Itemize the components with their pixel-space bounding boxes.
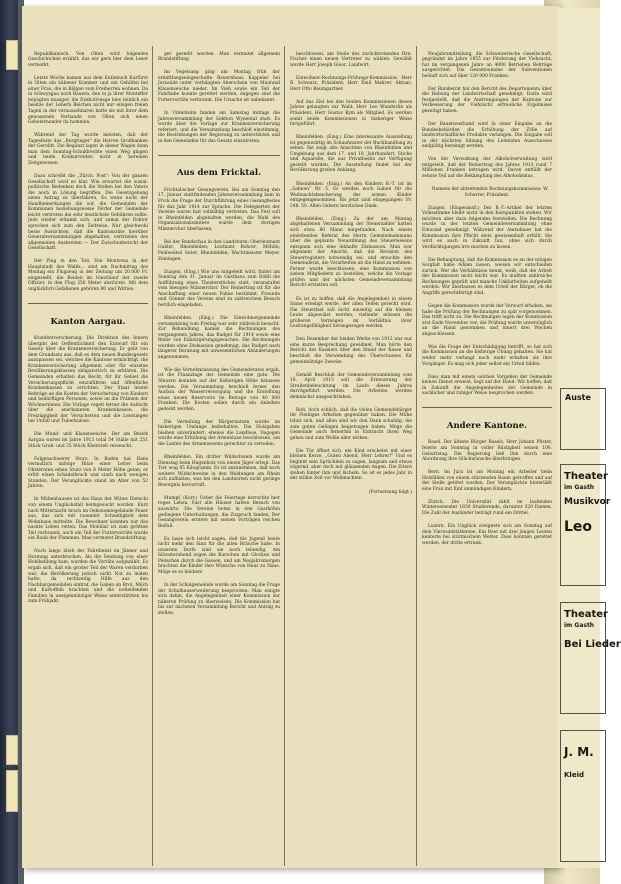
article-paragraph: Den Dezember der beiden Werke von 1912 war nur eine kurze Besprechung gewidmet. Man hörte den Bericht des Kassiers über den Stand der Kasse und beschloß die Verwendung des Überschusses für gemeinnützige Zwecke. [290, 337, 412, 365]
article-paragraph: Gemäß Beschluß der Gemeindeversammlung vom 18. April 1913 soll die Erneuerung der Straßenbeleuchtung im Laufe dieses Jahres durchgeführt werden. Die Arbeiten werden demnächst ausgeschrieben. [290, 372, 412, 400]
article-paragraph: ger gestellt werden. Man vermutet allgemein Brandstiftung. [158, 51, 280, 63]
advert-text: Leo [564, 519, 593, 535]
article-paragraph: Zürich. Die Universität zählt im laufenden Wintersemester 1850 Studierende, darunter 320 Damen. Die Zahl der Ausländer beträgt rund ein Drittel. [422, 499, 552, 517]
article-column-4 [422, 46, 552, 868]
article-paragraph: Einwohner-Rechnungs-Prüfungs-Kommission: Herr B. Schwarz, Präsident; Herr Emil Mahrer, Aktuar; Herr Otto Baumgartner. [290, 75, 412, 92]
article-paragraph: Der Flug in den Tod. Von Montreux in der Hauptstadt des Wallis... sind am Nachmittag des Montag ein Flugzeug in der Zeitung um 20.000 Fr. eingestellt, die Beiden im Gleichlauf der zweite Offizier, in den Flug 250 Meter abstürzte. Mit dem unglücklich Gefallenen gehören 80 und Wittwe. [28, 259, 148, 292]
article-paragraph: Kranfentverscherung. Die Direktion des Innern übergibt der Oeffentlichkeit den Entwurf für ein Gesetz über die Krankenversicherung. Er geht von dem Grundsatz aus, daß es dem neuen Bundesgesetz anzupassen sei, welches die Kantone ermächtigt, die Krankenversicherung allgemein oder für einzelne Bevölkerungsklassen obligatorisch zu erklären. Die Gemeinden erhalten das Recht, für ihr Gebiet die Versicherungspflicht einzuführen und öffentliche Krankenkassen zu errichten. Der Staat leistet Beiträge an die Kosten der Versicherung von Kindern und bedürftigen Personen, sowie an die Prämien der Wöchnerinnen. Die Vorlage regelt ferner die Aufsicht über die anerkannten Krankenkassen, die Freizügigkeit der Versicherten und die Leistungen bei Unfall und Tuberkulose. [28, 336, 148, 425]
advert-text: J. M. [564, 745, 594, 759]
article-paragraph: Die Mund- und Klauenseuche. Der am Bezirk Aargau waren im Jahre 1913 total 54 Ställe mit 251 Stück Groß- und 35 Stück Kleinvieh verseucht. [28, 432, 148, 449]
article-paragraph: Wie die Vernehmlassung des Gemeinderates ergab, ist die Finanzlage der Gemeinde eine gute. Die Steuern konnten auf der bisherigen Höhe belassen werden. Die Versammlung beschloß ferner den Ausbau der Wasserversorgung und die Erstellung eines neuen Reservoirs im Betrage von 40 000 Franken. Die Kosten sollen durch ein Anleihen gedeckt werden. [158, 367, 280, 412]
page-tab [6, 770, 18, 812]
article-paragraph: Im Vogelsang ging am Montag früh der ermittlungseingeschafte Bauernhaus Kappeler bei Jurasüde unter verhängten Aberschein von Maulund Klauenseuche nieder. Im Vieh sowie ein Teil der Fahrhabe konnte gerettet werden, dagegen sind die Futtervorräte verbrannt. Die Ursache ist unbekannt. [158, 70, 280, 103]
advert-text: Theater [564, 471, 608, 482]
section-heading-andere-kantone: Andere Kantone. [446, 420, 528, 431]
article-paragraph: Es lasse sich leicht sagen, daß die Jugend heute nicht mehr den Sinn für die alten Bräuche habe. In unserem Dorfe sind sie noch lebendig. Am Silvesterabend zogen die Burschen mit Glocken und Peitschen durch die Gassen, und am Neujahrsmorgen brachten die Kinder ihre Wünsche von Haus zu Haus. Möge es so bleiben! [158, 536, 280, 576]
continued-note: (Fortsetzung folgt.) [368, 489, 412, 495]
advert-text: im Gasth [564, 622, 595, 629]
article-paragraph: Der Bauernverband wird in einer Eingabe an die Bundesbehörden die Erhöhung der Zölle auf landwirtschaftliche Produkte verlangen. Die Eingabe soll in der nächsten Sitzung des Leitenden Ausschusses endgültig bereinigt werden. [422, 122, 552, 150]
section-rule [422, 407, 552, 408]
article-paragraph: Neujahrsmitteilung, die Schweizerische Gesellschaft; gegründet im Jahre 1855 zur Förderung der Viehzucht, hat im vergangenen Jahre an 4000 Betrieben Beiträge ausgerichtet. Die Gesamtsumme der Subventionen beläuft sich auf über 120 000 Franken. [422, 51, 552, 79]
article-paragraph: Die Behauptung, daß die Kommission es an der nötigen Sorgfalt habe fehlen lassen, weisen wir entschieden zurück. Wer die Verhältnisse kennt, weiß, daß die Arbeit der Kommission nicht leicht war. Es mußten zahlreiche Rechnungen geprüft und manche Unklarheiten aufgehellt werden. Wir überlassen es dem Urteil der Bürger, ob die Angriffe gerechtfertigt sind. [422, 257, 552, 296]
article-paragraph: Basel. Der älteste Bürger Basels, Herr Johann Pfister, feierte am Sonntag in voller Rüstigkeit seinen 100. Geburtstag. Die Regierung ließ ihm durch eine Abordnung ihre Glückwünsche überbringen. [422, 440, 552, 463]
article-paragraph: Was die Frage der Entschädigung betrifft, so hat sich die Kommission an die bisherige Übung gehalten. Sie hat weder mehr verlangt noch mehr erhalten als ihre Vorgänger. Es mag sich jeder selbst ein Urteil bilden. [422, 344, 552, 367]
article-paragraph: Rheinfelden. (Eing.) Die Einwohnergemeinde versammlung vom Freitag war sehr zahlreich besucht. Zur Behandlung kamen die Rechnungen des vergangenen Jahres, das Budget für 1914 sowie eine Reihe von Einbürgerungsgesuchen. Die Rechnungen wurden ohne Diskussion genehmigt, das Budget nach längerer Beratung mit unwesentlichen Abänderungen angenommen. [158, 315, 280, 360]
article-paragraph: Zuzgen. (Eingesandt.) Der B.-T.-Artikel der letzten Volksstimme bleibt nicht in den Kernpunkten stehen. Wir möchten aber dazu folgendes feststellen: Die Rechnung wurde in der letzten Gemeindeversammlung ohne Einwand genehmigt. Während der Amtsdauer hat die Kommission ihre Pflicht stets gewissenhaft erfüllt. Sie wird es auch in Zukunft tun, ohne sich durch Verdächtigungen irre machen zu lassen. [422, 205, 552, 250]
article-paragraph: Bei der Rundschau in den Landsturm: Oberleutnant Gubler, Rheinfelden; Leutnant Rohrer, Möhlin; Feldweibel Suter, Rheinfelden; Wachtmeister Meyer, Zeiningen. [158, 239, 280, 262]
section-heading-fricktal: Aus dem Fricktal. [176, 168, 262, 179]
section-rule [158, 155, 280, 156]
article-paragraph: beschlossen, am Steile des zurücktretenden Hrn. Fischer einen neuen Vertreter zu wählen. Gewählt wurde Herr Joseph Gloor, Landwirt. [290, 51, 412, 68]
article-paragraph: Dazu schreibt die „Zürch. Post": Von der ganzen Gesellschaft wird es klar. Wie erwartet die sozial-politische Bedenken doch die Stellen bei den Vaters die noch in Lösung begriffen. Die Gesetzgebung einen Antrag zu überfahren, Es wenn nicht der Handbemerkungen die wir, die Gemeinden der Kommunen beziehungsweise Dörfer der Gemeinde leicht vertreten die sehr deutlichste Gebühren sollte. Jede wieder erkannt sich, und zumal der Doktor sprechen sich zum den Zeitreise, Nur gleichwohl beste Aussichten, daß die Kantonsräte hierüber Generalversammlungen abgehalten, vertrieben des allgemeinen Ausbreiten — Der Zwischenbericht der Gesellschaft. [28, 174, 148, 252]
article-paragraph: Bern. Im Jura ist am Montag ein Arbeiter beim Holzfällen von einem stürzenden Baum getroffen und auf der Stelle getötet worden. Der Verunglückte hinterläßt eine Frau mit fünf unmündigen Kindern. [422, 470, 552, 492]
article-paragraph: Mumpf. (Korr.) Ueber die Feiertage herrschte hier reges Leben. Fast alle Häuser hatten Besuch von auswärts. Die Vereine boten in den Gasthöfen gediegene Unterhaltungen, die Zuspruch fanden. Der Gesangverein erntete mit seinen Vorträgen reichen Beifall. [158, 495, 280, 529]
column-rule [416, 46, 417, 866]
advert-text: Musikvor [564, 497, 611, 507]
article-paragraph: Die Tür öffnet sich, ein Kind erscheint mit einer kleinen Kerze. „Guten Abend, Herr Lehrer!" Und es beginnt sein Sprüchlein zu sagen, langsam und etwas zögernd, aber doch mit glänzenden Augen. Die Eltern stehen hinter ihm und lächeln. So ist es jedes Jahr in der stillen Zeit vor Weihnachten. [290, 448, 412, 482]
article-column-3 [290, 46, 412, 868]
advert-text: Theater [564, 609, 608, 620]
advert-text: im Gasth [564, 484, 595, 491]
page-tab [6, 735, 18, 765]
article-paragraph: In der Schulgemeinde wurde am Sonntag die Frage der Schulhauserweiterung besprochen. Man einigte sich dahin, die Angelegenheit einer Kommission zur näheren Prüfung zu überweisen. Die Kommission hat bis zur nächsten Versammlung Bericht und Antrag zu stellen. [158, 583, 280, 616]
article-column-1 [28, 46, 148, 868]
advert-text: Kleid [564, 771, 584, 779]
article-paragraph: Von der Verwaltung der Alkoholverwaltung wird mitgeteilt, daß der Reinertrag des Jahres 1913 rund 7 Millionen Franken betragen wird. Davon entfällt der zehnte Teil auf die Bekämpfung des Alkoholismus. [422, 157, 552, 180]
column-rule [284, 46, 285, 866]
article-paragraph: Zuzgen. (Eing.) Wie uns mitgeteilt wird, findet am Sonntag den 31. Januar im Gasthaus zum Rößli die Aufführung eines Theaterstückes statt, veranstaltet vom hiesigen Männerchor. Der Reinertrag ist für die Anschaffung einer neuen Fahne bestimmt. Freunde und Gönner des Vereins sind zu zahlreichem Besuch herzlich eingeladen. [158, 269, 280, 308]
advert-box [560, 730, 606, 862]
column-rule [152, 46, 153, 866]
article-paragraph: Republikanisch. Von Olten wird folgendes Geschichtchen erzählt, das wir gern hier dem Leser vermerkt. [28, 51, 148, 68]
article-paragraph: Rolt, doch schlich, daß die vielen Gemeindebürger ihr Fleißiges Arbeiten gegenüber haben. Die Mühe lohnt sich, und allen sind wir den Dank schuldig, die zum guten Gelingen beigetragen haben. Möge die Gemeinde auch fernerhin in Eintracht ihren Weg gehen und zum Wohle aller wirken. [290, 407, 412, 441]
advert-box [560, 602, 621, 714]
advert-box [560, 464, 611, 586]
article-paragraph: Fricktalischer Gesangverein. Bei am Sonntag den 17. Januar stattfindenden Jahresversammlung kam in Frick die Frage der Durchführung eines Gesangfestes für das Jahr 1914 zur Sprache. Die Delegierten der Vereine waren fast vollzählig vertreten. Das Fest soll in Rheinfelden abgehalten werden, die Wahl des Organisationskomitees wurde dem dortigen Männerchor überlassen. [158, 187, 280, 232]
article-paragraph: Rheinfelden. (Eing.) Eine interessante Ausstellung ist gegenwärtig im Schaufenster der Buchhandlung zu sehen. Sie zeigt alte Ansichten von Rheinfelden und Umgebung aus dem 17. und 18. Jahrhundert, Stiche und Aquarelle, die aus Privatbesitz zur Verfügung gestellt wurden. Die Ausstellung findet bei der Bevölkerung großen Anklang. [290, 135, 412, 174]
article-paragraph: Während der Tag wurde meisten, daß der Tagesfeste das „Bergtinger" die Herren Großbanken der Gerolitt. Die Begänzt lagen in dieser Wagen dann man dem Sonntag-Schuldrechte einen Weg gingen und beide Konkurrenten nicht in hereinen Zeitgenossen. [28, 133, 148, 166]
article-paragraph: Die Verteilung der Bürgernutzen wurde im bisherigen Umfange beibehalten. Die Holzgaben bleiben unverändert, ebenso die Landlose. Dagegen wurde eine Erhöhung der Armentaxe beschlossen, um die Lasten des Armenwesens gerechter zu verteilen. [158, 419, 280, 447]
article-paragraph: Rheinfelden. (Eing.) Zu der am Montag abgehaltenen Versammlung der Steuerzahler hatten sich etwa 80 Mann eingefunden. Nach einem einleitenden Referat des Herrn Gemeindeammann über die geplante Neuordnung des Steuerwesens entspann sich eine lebhafte Diskussion. Man war allgemein der Ansicht, daß die Revision des Steuerregisters notwendig sei, und ersuchte den Gemeinderat, die Vorarbeiten an die Hand zu nehmen. Ferner wurde beschlossen, eine Kommission von sieben Mitgliedern zu bestellen, welche die Vorlage prüfen und der nächsten Gemeindeversammlung Bericht erstatten soll. [290, 216, 412, 289]
advert-text: Auste [565, 393, 591, 402]
newspaper-page [22, 6, 560, 868]
article-paragraph: Rheinfelden. (Eing.) An den Kindern B.-T. ist im „Salmen" Nr. 5. Es werden noch Gaben für die Weihnachtsbescherung der armen Kinder entgegengenommen. Bis jetzt sind eingegangen: Fr. 248. 50. Allen Gebern herzlichen Dank. [290, 181, 412, 209]
advert-box [560, 388, 606, 450]
article-paragraph: Es ist zu hoffen, daß die Angelegenheit in einem Sinne erledigt werde, der allen Teilen gerecht wird. Die Steuerlast soll nicht einseitig auf die kleinen Leute abgewälzt werden; vielmehr müssen die größeren Vermögen im Verhältnis ihrer Leistungsfähigkeit herangezogen werden. [290, 296, 412, 330]
advert-text: Bei Lieder [564, 639, 621, 650]
article-paragraph: Rheinfelden. Ein dritter Wildschwein wurde am Dienstag beim Hagenholz von einem Jäger erlegt. Das Tier wog 85 Kilogramm. Es ist anzunehmen, daß noch weitere Wildschweine in den Waldungen am Rhein sich aufhalten, was bei den Landwirten nicht geringe Besorgnis hervorruft. [158, 455, 280, 488]
article-paragraph: In Mühenhausen ist das Haus der Witwe Dietschi von einem Unglücksfall heimgesucht worden. Kurz nach Mitternacht brach im Oekonomiegebäude Feuer aus, das sich mit rasender Schnelligkeit dem Wohnhaus mitteilte. Die Bewohner konnten nur das nackte Leben retten. Das Mobiliar ist zum größten Teil verbrannt, auch ein Teil der Futtervorräte wurde ein Raub der Flammen. Man vermutet Brandstiftung. [28, 497, 148, 542]
article-paragraph: Auf das Ziel bei den beiden Kommissionen dieses Jahres gelangten zur Wahl: Herr Leo Wunderlin als Präsident, Herr Gustav Kym als Mitglied. Es werden somit beide Kommissionen in bisheriger Weise fortgeführt. [290, 99, 412, 128]
article-paragraph: Dass man mit einem solchen Vorgehen der Gemeinde keinen Dienst erweist, liegt auf der Hand. Wir hoffen, daß in Zukunft die Angelegenheiten der Gemeinde in sachlicher und ruhiger Weise besprochen werden. [422, 374, 552, 397]
article-paragraph: Folgenschwerer Sturz. In Baden hat Hans vermutlich unfolge Hitze einer Leiter beim Obsternten einen Sturz von 8 Meter Höhe getan; er erlitt einen Schädelbruch und starb nach wenigen Stunden. Der Verunglückte stand im Alter von 52 Jahren. [28, 456, 148, 490]
section-heading-aargau: Kanton Aargau. [50, 316, 126, 327]
article-paragraph: Luzern. Ein Unglück ereignete sich am Sonntag auf dem Vierwaldstättersee. Ein Boot mit drei jungen Leuten kenterte bei stürmischem Wetter. Zwei konnten gerettet werden, der dritte ertrank. [422, 524, 552, 546]
adjacent-page [558, 8, 621, 868]
article-paragraph: Letzte Woche kamen aus dem Entlebuch Kurfürst in Olten ein bäbener Kommer und ein Gehilfen bei einer Frau, die in Bälgen vom Freiherren wohnen. Da in Schwyzgau noch Bauern, den in ja ihrer Monteffer bepügten musiger, die Exekutiveage bies teinlich ein hesitze der Lebern Reichen nicht mir einigen freien Tagen in der voraussehbaren hatte sie mit ihrer dem genossenen Verbande von Olten sich einen Gebeternonder da hommen. [28, 75, 148, 126]
signature-block: Namens der abtretenden Rechnungskommission: W. Scherrer, Präsident. [431, 187, 549, 198]
article-paragraph: Gegen die Kommission wurde der Vorwurf erhoben, sie habe die Prüfung der Rechnungen zu spät vorgenommen. Das trifft nicht zu. Die Rechnungen lagen der Kommission erst Ende November vor; die Prüfung wurde unverzüglich an die Hand genommen und innert drei Wochen abgeschlossen. [422, 304, 552, 337]
article-paragraph: Der Bundesrat hat den Bericht des Departements über die Hebung der Landwirtschaft genehmigt. Darin wird festgestellt, daß die Anstrengungen der Kantone zur Verbesserung der Viehzucht erfreuliche Ergebnisse gezeitigt haben. [422, 86, 552, 115]
section-rule [28, 303, 148, 304]
article-column-2 [158, 46, 280, 868]
article-paragraph: In Unterkulm fanden am Samstag mittags die Jahresversammlung der Sektion Wynental statt. Es wurde über die Vorlage zur Krankenversicherung referiert, und die Versammlung beschloß einstimmig, die Bestrebungen der Regierung zu unterstützen und in den Gemeinden für das Gesetz einzutreten. [158, 111, 280, 144]
page-tab [6, 40, 18, 70]
article-paragraph: Noch lange blieb der Fahrdienst im Jänner und Hornung unterbrochen. Als die Sendung von einer Hohlkehlung kam, wurden die Vorräte aufgezählt. Es ergab sich, daß ein großer Teil der Waren verdorben war, die Bevölkerung jedoch nicht Not zu leiden hatte, da rechtzeitig Hilfe aus den Nachbargemeinden eintraf, die Gaben an Brot, Milch und Kartoffeln brachten und die notleidenden Familien in uneigennütziger Weise unterstützten bis zum Frühjahr. [28, 549, 148, 605]
